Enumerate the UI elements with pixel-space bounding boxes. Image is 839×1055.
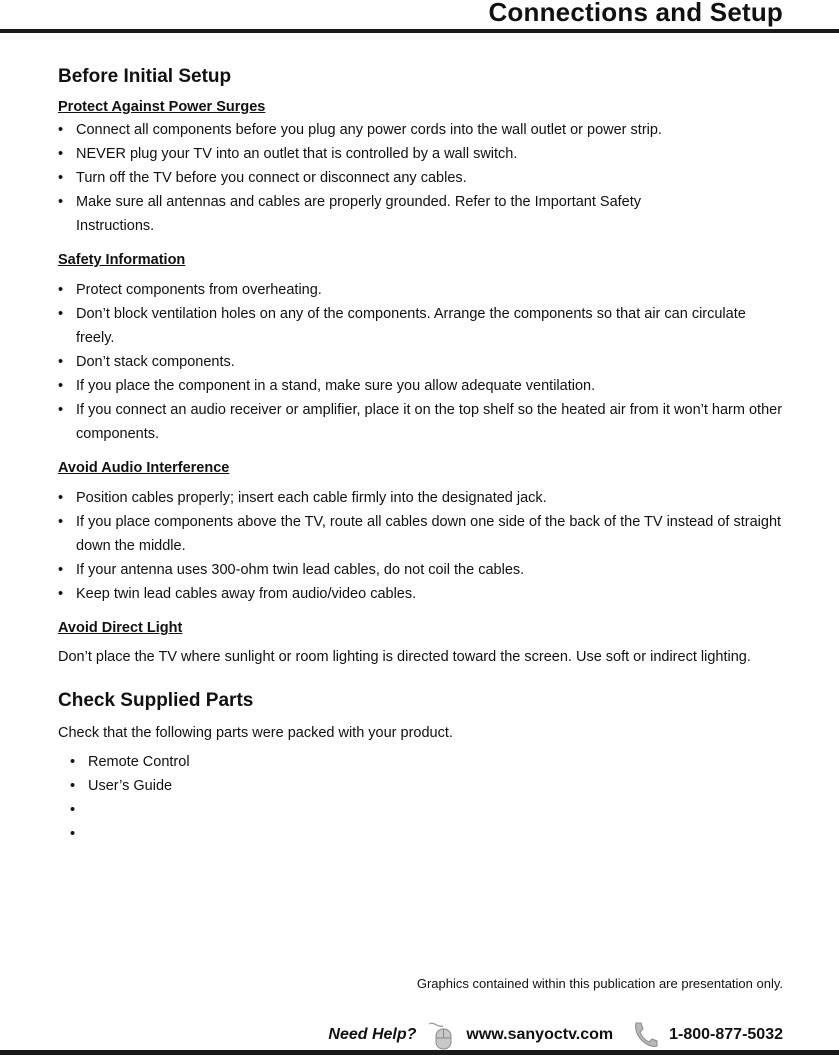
list-item: • NEVER plug your TV into an outlet that is controlled by a wall switch.: [58, 142, 788, 166]
list-item: • Turn off the TV before you connect or disconnect any cables.: [58, 166, 788, 190]
website-link[interactable]: www.sanyoctv.com: [466, 1026, 614, 1043]
list-item: • If you place the component in a stand, make sure you allow adequate ventilation.: [58, 374, 788, 398]
list-item: • Remote Control: [70, 750, 788, 774]
content: [58, 64, 788, 846]
list-item: [70, 798, 788, 822]
heading-power-surges: Protect Against Power Surges: [58, 99, 266, 115]
heading-audio-interference: Avoid Audio Interference: [58, 460, 230, 476]
supplied-parts-intro: Check that the following parts were packed with your product.: [58, 725, 453, 741]
help-bar: [328, 1021, 783, 1049]
list-item: [70, 822, 788, 846]
list-item: • Keep twin lead cables away from audio/video cables.: [58, 582, 788, 606]
list-item: • Don’t block ventilation holes on any of the components. Arrange the components so that air can circulate freely.: [58, 302, 788, 350]
list-item: • Connect all components before you plug any power cords into the wall outlet or power strip.: [58, 118, 788, 142]
list-item: • Position cables properly; insert each cable firmly into the designated jack.: [58, 486, 788, 510]
heading-supplied-parts: Check Supplied Parts: [58, 690, 254, 711]
list-audio: [58, 486, 788, 606]
heading-safety-info: Safety Information: [58, 252, 186, 268]
list-item: • If you connect an audio receiver or amplifier, place it on the top shelf so the heated air from it won’t harm other components.: [58, 398, 788, 446]
list-item: • Protect components from overheating.: [58, 278, 788, 302]
list-item: • Make sure all antennas and cables are properly grounded. Refer to the Important Safety Instructions.: [58, 190, 716, 238]
direct-light-text: Don’t place the TV where sunlight or room lighting is directed toward the screen. Use soft or indirect lighting.: [58, 649, 751, 665]
list-power-surges: [58, 118, 788, 238]
list-safety: [58, 278, 788, 446]
page-title: Connections and Setup: [488, 0, 783, 27]
list-parts: [58, 750, 788, 846]
heading-direct-light: Avoid Direct Light: [58, 620, 183, 636]
need-help-label: Need Help?: [328, 1026, 417, 1043]
heading-before-setup: Before Initial Setup: [58, 66, 232, 87]
list-item: • If your antenna uses 300-ohm twin lead cables, do not coil the cables.: [58, 558, 788, 582]
mouse-icon: [426, 1020, 456, 1050]
list-item: • If you place components above the TV, route all cables down one side of the back of the TV instead of straight down the middle.: [58, 510, 788, 558]
list-item: • Don’t stack components.: [58, 350, 788, 374]
header-rule: [0, 29, 839, 33]
footer-note: Graphics contained within this publication are presentation only.: [416, 976, 783, 991]
phone-number: 1-800-877-5032: [669, 1026, 783, 1043]
phone-icon: [629, 1020, 659, 1050]
list-item: • User’s Guide: [70, 774, 788, 798]
footer-rule: [0, 1050, 839, 1055]
